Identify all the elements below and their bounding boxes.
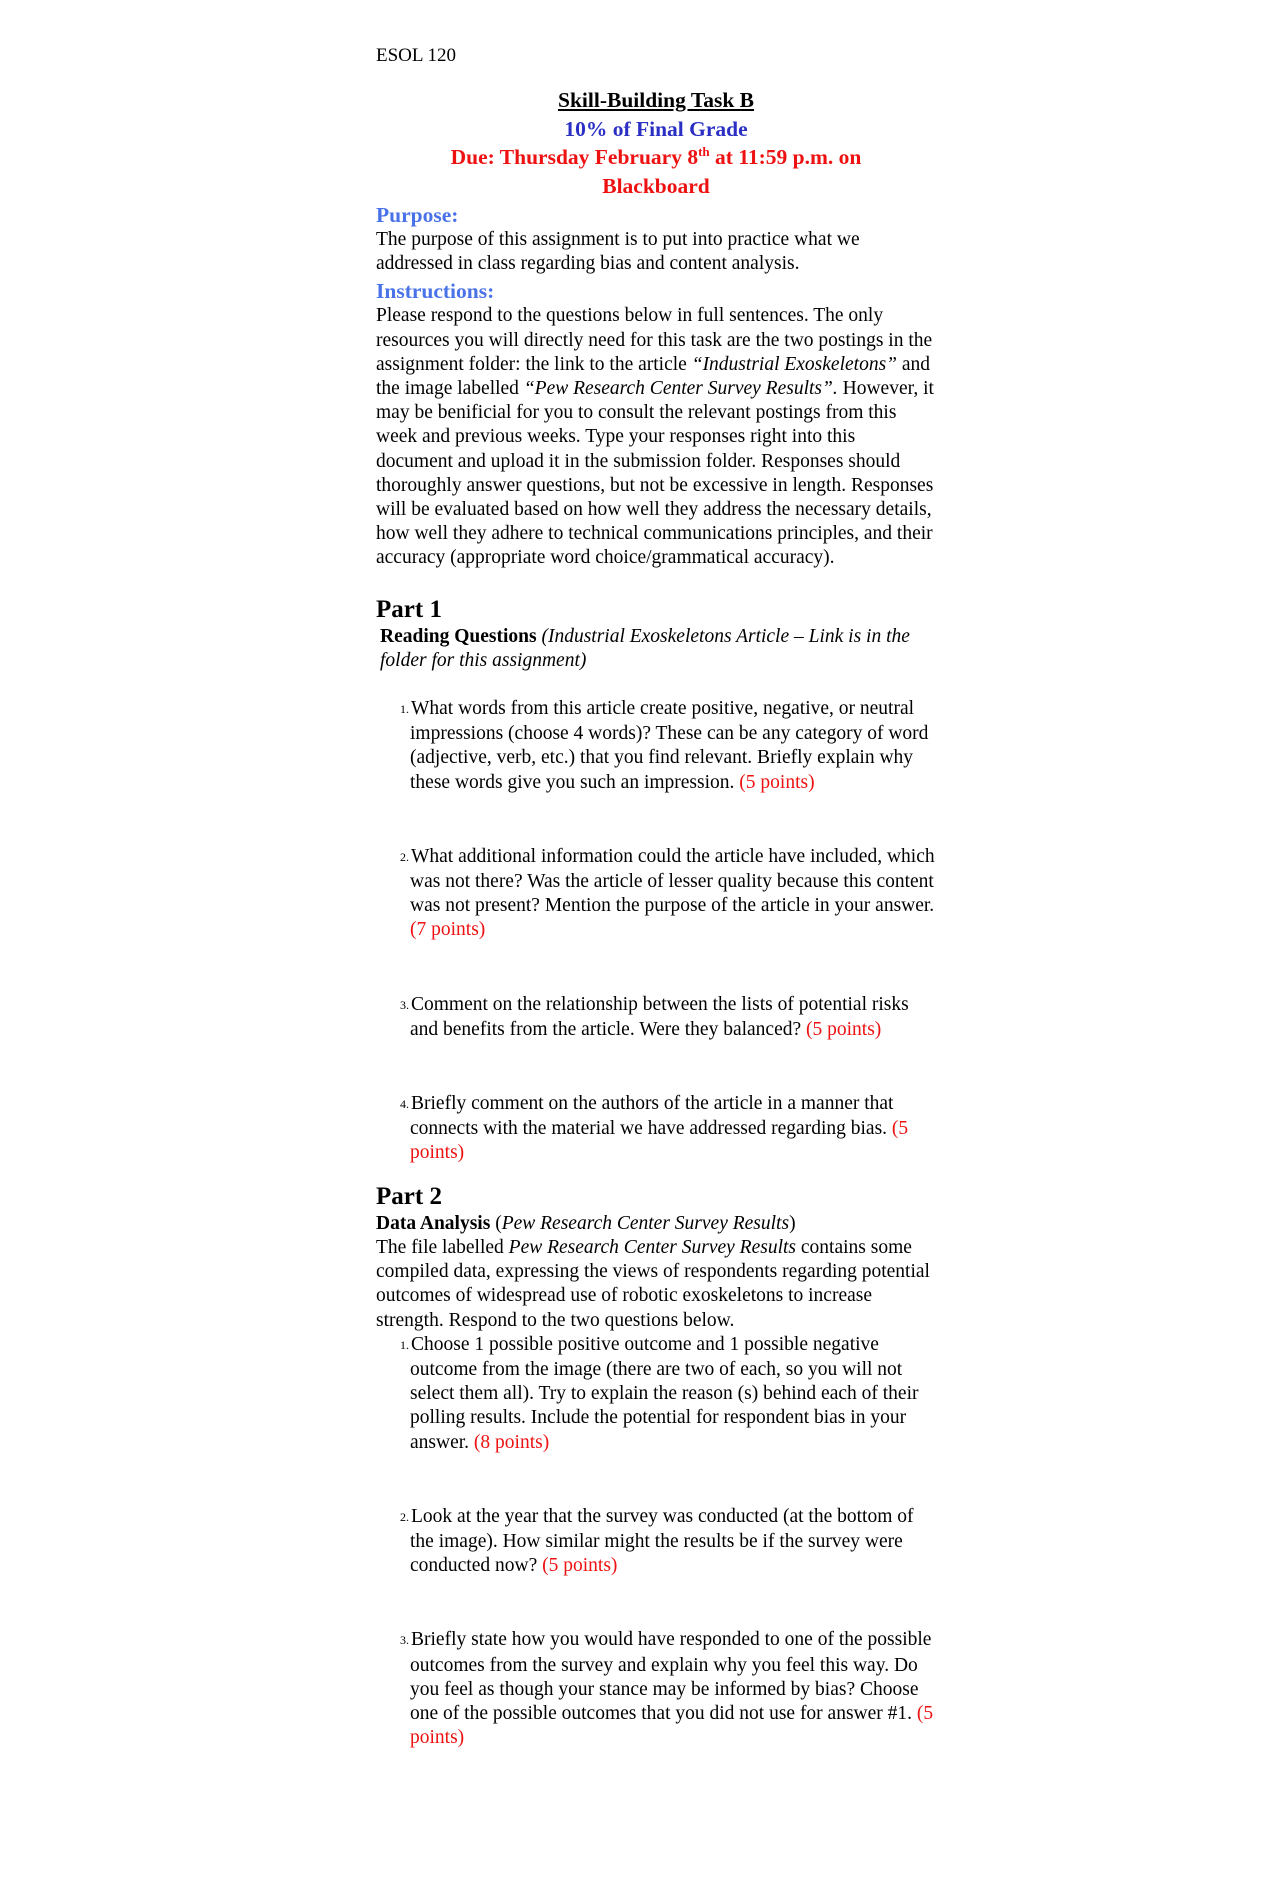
question-number: 3. bbox=[400, 1633, 409, 1648]
part2-question-2 bbox=[376, 1505, 936, 1579]
grade-weight: 10% of Final Grade bbox=[564, 116, 748, 141]
question-points: (7 points) bbox=[410, 919, 486, 941]
part1-title: Part 1 bbox=[376, 595, 442, 623]
image-reference: “Pew Research Center Survey Results”. bbox=[523, 378, 838, 400]
assignment-title: Skill-Building Task B bbox=[557, 88, 755, 112]
part2-subheading bbox=[376, 1212, 936, 1236]
due-location: Blackboard bbox=[602, 173, 710, 198]
part2-subheading-italic: Pew Research Center Survey Results bbox=[501, 1212, 790, 1234]
question-number: 2. bbox=[400, 849, 409, 864]
part2-intro-1: The file labelled bbox=[376, 1236, 509, 1258]
part1-question-3 bbox=[376, 993, 936, 1042]
due-date-suffix: at 11:59 p.m. on bbox=[709, 145, 862, 169]
part2-question-1 bbox=[376, 1333, 936, 1455]
due-date-prefix: Due: Thursday February 8 bbox=[450, 145, 699, 169]
question-text: What additional information could the article have included, which was not there? Was the article of lesser quality because this content was not present? Mention the purpose of the article in your answer. bbox=[410, 845, 935, 917]
part1-subheading bbox=[376, 625, 936, 673]
assignment-header bbox=[376, 86, 936, 200]
part1-subheading-bold: Reading Questions bbox=[380, 625, 537, 647]
purpose-text: The purpose of this assignment is to put into practice what we addressed in class regarding bias and content analysis. bbox=[376, 229, 860, 275]
instructions-heading: Instructions: bbox=[376, 279, 495, 304]
part1-subheading-italic: (Industrial Exoskeletons Article – Link is in the folder for this assignment) bbox=[380, 625, 910, 671]
question-text: Briefly state how you would have responded to one of the possible outcomes from the survey and explain why you feel this way. Do you feel as though your stance may be informed by bias? Choose one of the possible outcomes that you did not use for answer #1. bbox=[410, 1629, 932, 1724]
question-number: 1. bbox=[400, 1337, 409, 1352]
question-text: What words from this article create positive, negative, or neutral impressions (choose 4 words)? These can be any category of word (adjective, verb, etc.) that you find relevant. Briefly explain why these words give you such an impression. bbox=[410, 698, 929, 793]
question-number: 3. bbox=[400, 997, 409, 1012]
instructions-part-2: and the image labelled bbox=[376, 353, 931, 400]
question-text: Comment on the relationship between the lists of potential risks and benefits from the article. Were they balanced? bbox=[410, 993, 909, 1040]
question-points: (5 points) bbox=[739, 771, 815, 793]
part2-intro-2: contains some compiled data, expressing the views of respondents regarding potential outcomes of widespread use of robotic exoskeletons to increase strength. Respond to the two questions below. bbox=[376, 1236, 930, 1331]
article-reference: “Industrial Exoskeletons” bbox=[691, 353, 898, 375]
part2-title: Part 2 bbox=[376, 1182, 442, 1210]
question-number: 2. bbox=[400, 1509, 409, 1524]
due-date-sup: th bbox=[698, 143, 710, 159]
part1-question-2 bbox=[376, 845, 936, 943]
document-page bbox=[376, 44, 936, 1750]
part2-intro-italic: Pew Research Center Survey Results bbox=[508, 1236, 797, 1258]
question-points: (5 points) bbox=[806, 1018, 882, 1040]
part1-question-1 bbox=[376, 697, 936, 795]
instructions-part-1: Please respond to the questions below in full sentences. The only resources you will directly need for this task are the two postings in the assignment folder: the link to the article bbox=[376, 305, 933, 375]
part1-question-4 bbox=[376, 1092, 936, 1166]
question-text: Choose 1 possible positive outcome and 1 possible negative outcome from the image (there are two of each, so you will not select them all). Try to explain the reason (s) behind each of their polling results. Include the potential for respondent bias in your answer. bbox=[410, 1333, 919, 1453]
instructions-text bbox=[376, 304, 936, 570]
part2-subheading-open: ( bbox=[490, 1212, 502, 1234]
due-date bbox=[376, 143, 936, 172]
part2-subheading-close: ) bbox=[789, 1212, 796, 1234]
question-number: 4. bbox=[400, 1097, 409, 1112]
part2-subheading-bold: Data Analysis bbox=[376, 1212, 491, 1234]
question-number: 1. bbox=[400, 702, 409, 717]
question-points: (8 points) bbox=[473, 1431, 550, 1453]
question-points: (5 points) bbox=[410, 1118, 909, 1164]
question-points: (5 points) bbox=[542, 1555, 618, 1577]
question-text: Look at the year that the survey was conducted (at the bottom of the image). How similar might the results be if the survey were conducted now? bbox=[410, 1505, 914, 1577]
purpose-heading: Purpose: bbox=[376, 203, 459, 227]
question-points: (5 points) bbox=[410, 1702, 934, 1749]
instructions-part-3: However, it may be benificial for you to consult the relevant postings from this week and previous weeks. Type your responses right into this document and upload it in the submission folder. Responses should thoroughly answer questions, but not be excessive in length. Responses will be evaluated based on how well they address the necessary details, how well they adhere to technical communications principles, and their accuracy (appropriate word choice/grammatical accuracy). bbox=[376, 378, 934, 569]
part2-intro bbox=[376, 1236, 936, 1333]
course-code: ESOL 120 bbox=[376, 45, 457, 66]
part2-question-3 bbox=[376, 1628, 936, 1750]
question-text: Briefly comment on the authors of the article in a manner that connects with the material we have addressed regarding bias. bbox=[410, 1093, 894, 1140]
